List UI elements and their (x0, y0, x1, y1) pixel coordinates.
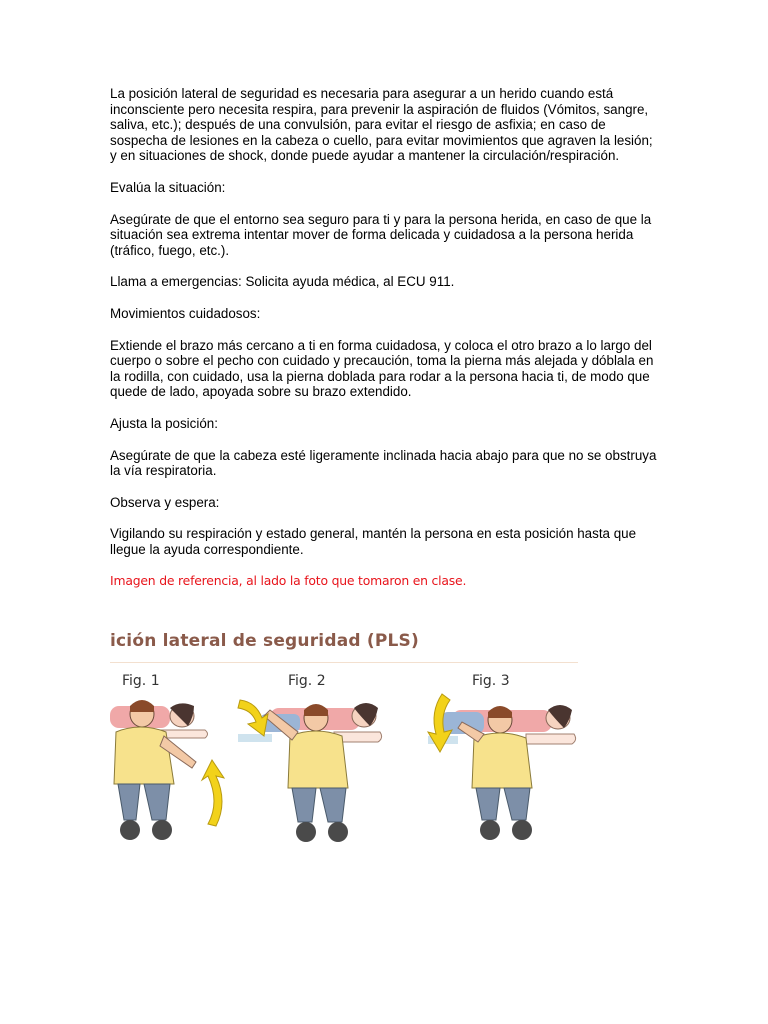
helper-leg (504, 788, 530, 820)
helper-shoe (152, 820, 172, 840)
figure-title: ición lateral de seguridad (PLS) (110, 631, 419, 651)
paragraph-emergencias: Llama a emergencias: Solicita ayuda médica, al ECU 911. (110, 274, 455, 290)
helper-hair (488, 706, 512, 718)
helper-leg (292, 788, 316, 822)
fig-2-illustration (230, 692, 386, 857)
heading-movimientos: Movimientos cuidadosos: (110, 305, 261, 321)
patient-arm (526, 734, 576, 744)
fig-2-label: Fig. 2 (288, 673, 326, 689)
helper-shirt (288, 731, 348, 788)
paragraph-cabeza: Asegúrate de que la cabeza esté ligeramente inclinada hacia abajo para que no se obstruya la vía respiratoria. (110, 447, 657, 479)
helper-hair (130, 700, 154, 712)
helper-shoe (296, 822, 316, 842)
helper-shirt (472, 733, 532, 788)
fig-3-label: Fig. 3 (472, 673, 510, 689)
helper-shoe (480, 820, 500, 840)
paragraph-brazo: Extiende el brazo más cercano a ti en forma cuidadosa, y coloca el otro brazo a lo largo del cuerpo o sobre el pecho con cuidado y precaución, toma la pierna más alejada y dóblala en la rodilla, con cuidado, usa la pierna doblada para rodar a la persona hacia ti, de modo que quede de lado, apoyada sobre su brazo extendido. (110, 337, 654, 400)
helper-shirt (114, 727, 174, 784)
heading-evalua: Evalúa la situación: (110, 179, 226, 195)
helper-leg (144, 784, 170, 820)
intro-paragraph: La posición lateral de seguridad es necesaria para asegurar a un herido cuando está inconsciente pero necesita respira, para prevenir la aspiración de fluidos (Vómitos, sangre, saliva, etc.); después de una convulsión, para evitar el riesgo de asfixia; en caso de sospecha de lesiones en la cabeza o cuello, para evitar movimientos que agraven la lesión; y en situaciones de shock, donde puede ayudar a mantener la circulación/respiración. (110, 86, 653, 164)
helper-leg (320, 788, 346, 822)
pls-figure (110, 622, 580, 862)
fig-1-label: Fig. 1 (122, 673, 160, 689)
fig-3-illustration (422, 692, 578, 857)
floor-shadow (238, 734, 272, 742)
helper-shoe (120, 820, 140, 840)
heading-ajusta: Ajusta la posición: (110, 415, 218, 431)
curved-arrow-icon (202, 760, 224, 826)
helper-leg (476, 788, 500, 820)
paragraph-vigilando: Vigilando su respiración y estado general, mantén la persona en esta posición hasta que llegue la ayuda correspondiente. (110, 526, 637, 557)
helper-shoe (512, 820, 532, 840)
curved-arrow-icon (238, 700, 268, 736)
helper-shoe (328, 822, 348, 842)
figure-divider (110, 662, 578, 663)
helper-leg (118, 784, 140, 820)
helper-hair (304, 704, 328, 716)
heading-observa: Observa y espera: (110, 494, 220, 510)
reference-note: Imagen de referencia, al lado la foto que tomaron en clase. (110, 573, 467, 589)
paragraph-entorno: Asegúrate de que el entorno sea seguro para ti y para la persona herida, en caso de que la situación sea extrema intentar mover de forma delicada y cuidadosa a la persona herida (tráfico, fuego, etc.). (110, 211, 652, 258)
document-body (110, 86, 658, 588)
